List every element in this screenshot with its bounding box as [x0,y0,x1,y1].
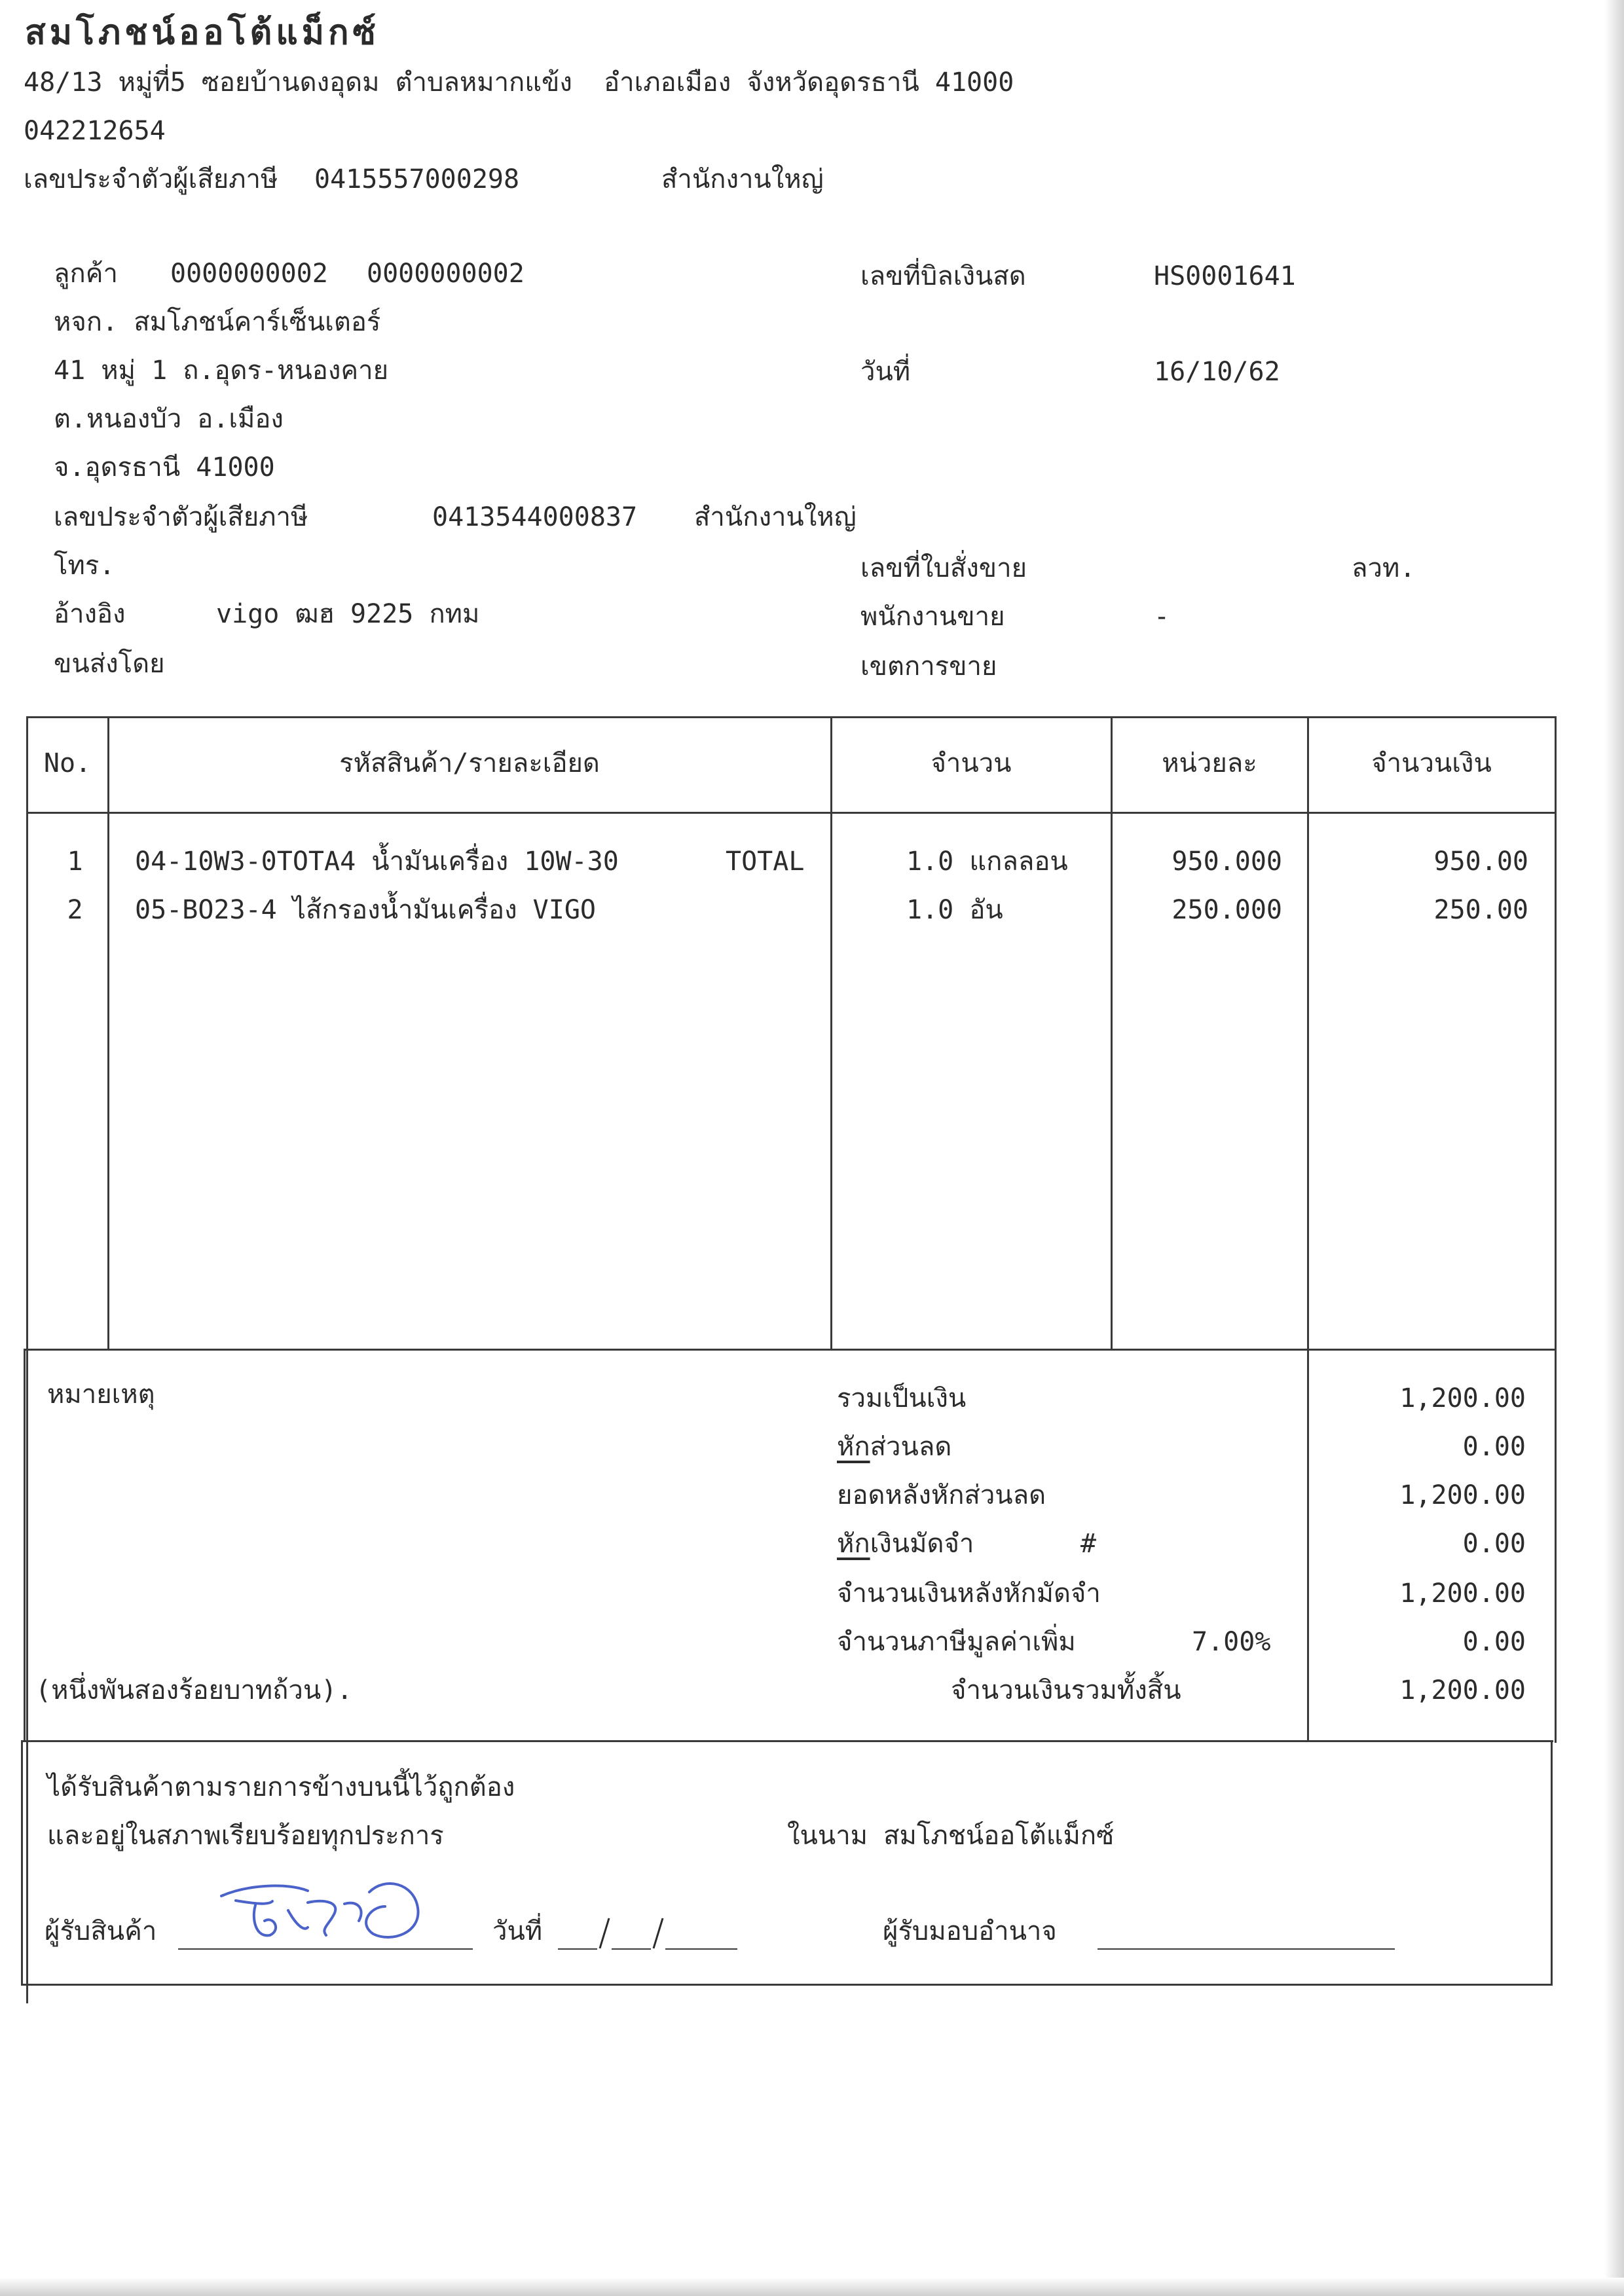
company-phone: 042212654 [24,116,166,146]
company-tax-id: 0415557000298 [314,164,520,194]
on-behalf-of: ในนาม สมโภชน์ออโต้แม็กซ์ [787,1821,1115,1851]
subtotal-value: 1,200.00 [1399,1383,1526,1413]
footer-left-border [21,1740,23,1986]
after-discount-label: ยอดหลังหักส่วนลด [837,1480,1046,1510]
customer-branch: สำนักงานใหญ่ [694,502,857,532]
authorized-person-label: ผู้รับมอบอำนาจ [883,1916,1057,1946]
grand-total-value: 1,200.00 [1399,1675,1526,1705]
scan-edge-right [1604,0,1624,2296]
vat-value: 0.00 [1462,1627,1526,1657]
customer-tax-id: 0413544000837 [432,502,638,532]
deposit-label-rest: เงินมัดจำ [870,1529,974,1559]
table-body-bottom-border [24,1349,1556,1351]
customer-address-3: จ.อุดรธานี 41000 [54,452,275,483]
date-day-line [558,1948,597,1950]
customer-address-1: 41 หมู่ 1 ถ.อุดร-หนองคาย [54,355,389,386]
row-amount: 950.00 [1433,847,1528,877]
bill-number-label: เลขที่บิลเงินสด [860,261,1026,291]
bill-date: 16/10/62 [1154,357,1280,387]
discount-value: 0.00 [1462,1432,1526,1462]
customer-tax-id-label: เลขประจำตัวผู้เสียภาษี [54,502,308,532]
remark-label: หมายเหตุ [47,1379,155,1410]
header-quantity: จำนวน [931,748,1012,778]
row-quantity: 1.0 แกลลอน [906,847,1068,877]
salesperson-label: พนักงานขาย [860,602,1005,632]
date-month-line [612,1948,651,1950]
subtotal-label: รวมเป็นเงิน [837,1383,967,1413]
header-unit-price: หน่วยละ [1162,748,1257,778]
header-amount: จำนวนเงิน [1371,748,1492,778]
footer-right-border [1551,1740,1553,1986]
table-top-border [26,716,1556,718]
sales-area-label: เขตการขาย [860,651,997,682]
vat-rate: 7.00% [1192,1627,1271,1657]
table-right-border [1555,716,1557,1743]
row-number: 2 [67,895,83,925]
header-description: รหัสสินค้า/รายละเอียด [339,748,600,778]
order-number-label: เลขที่ใบสั่งขาย [860,553,1027,583]
received-statement-line-2: และอยู่ในสภาพเรียบร้อยทุกประการ [47,1821,444,1851]
customer-name: หจก. สมโภชน์คาร์เซ็นเตอร์ [54,307,381,337]
table-header-divider [26,812,1556,814]
discount-label [837,1434,951,1460]
vat-label: จำนวนภาษีมูลค่าเพิ่ม [837,1627,1076,1657]
reference-value: vigo ฒฮ 9225 กทม [216,599,480,629]
row-unit-price: 250.000 [1172,895,1282,925]
deposit-label [837,1531,974,1557]
received-statement-line-1: ได้รับสินค้าตามรายการข้างบนนี้ไว้ถูกต้อง [47,1772,515,1802]
scan-edge-bottom [0,2278,1624,2296]
after-discount-value: 1,200.00 [1399,1480,1526,1510]
company-branch: สำนักงานใหญ่ [661,164,824,194]
company-tax-id-label: เลขประจำตัวผู้เสียภาษี [24,164,278,194]
order-number-suffix: ลวท. [1352,553,1416,583]
column-divider-desc [830,716,832,1350]
deposit-hash: # [1080,1529,1097,1559]
customer-phone-label: โทร. [54,551,115,581]
authorized-signature-line [1098,1948,1395,1950]
discount-label-rest: ส่วนลด [870,1432,952,1462]
row-quantity: 1.0 อัน [906,895,1003,925]
column-divider-qty [1111,716,1113,1350]
summary-bottom-border [22,1740,1553,1742]
footer-bottom-border [21,1984,1552,1986]
row-description: 04-10W3-0TOTA4 น้ำมันเครื่อง 10W-30 [135,847,619,877]
amount-in-words: (หนึ่งพันสองร้อยบาทถ้วน). [35,1675,353,1705]
row-extra: TOTAL [726,847,805,877]
receive-date-label: วันที่ [492,1916,543,1946]
bill-number: HS0001641 [1154,261,1296,291]
after-deposit-label: จำนวนเงินหลังหักมัดจำ [837,1578,1101,1609]
deposit-value: 0.00 [1462,1529,1526,1559]
row-amount: 250.00 [1433,895,1528,925]
customer-code-2: 0000000002 [367,259,525,289]
bill-date-label: วันที่ [860,357,911,387]
row-description: 05-BO23-4 ไส้กรองน้ำมันเครื่อง VIGO [135,895,597,925]
column-divider-no [107,716,109,1350]
customer-code-1: 0000000002 [170,259,328,289]
row-unit-price: 950.000 [1172,847,1282,877]
deposit-label-underlined: หัก [837,1529,870,1559]
date-slash-1 [597,1917,612,1950]
customer-address-2: ต.หนองบัว อ.เมือง [54,404,284,434]
date-year-line [665,1948,737,1950]
date-slash-2 [651,1917,665,1950]
receiver-signature [210,1865,445,1950]
customer-label: ลูกค้า [54,259,118,289]
row-number: 1 [67,847,83,877]
salesperson-value: - [1154,602,1170,632]
shipping-label: ขนส่งโดย [54,649,165,679]
receiver-label: ผู้รับสินค้า [45,1916,157,1946]
header-no: No. [43,748,92,778]
discount-label-underlined: หัก [837,1432,870,1462]
reference-label: อ้างอิง [54,599,126,629]
company-name: สมโภชน์ออโต้แม็กซ์ [25,13,380,52]
summary-left-border [24,1349,26,1741]
after-deposit-value: 1,200.00 [1399,1578,1526,1609]
grand-total-label: จำนวนเงินรวมทั้งสิ้น [951,1675,1181,1705]
company-address: 48/13 หมู่ที่5 ซอยบ้านดงอุดม ตำบลหมากแข้ง อำเภอเมือง จังหวัดอุดรธานี 41000 [24,67,1014,98]
